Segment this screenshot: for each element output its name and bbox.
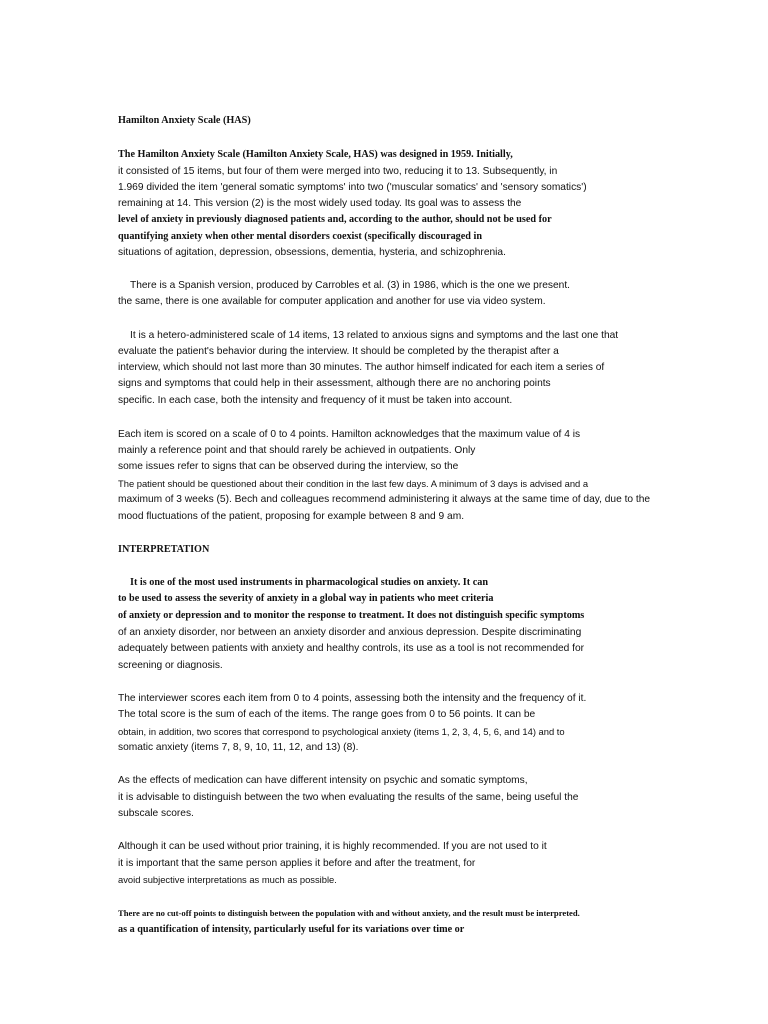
text-line: subscale scores. <box>118 808 194 819</box>
text-line: avoid subjective interpretations as much as possible. <box>118 874 337 885</box>
text-line: remaining at 14. This version (2) is the most widely used today. Its goal was to assess the <box>118 198 522 209</box>
text-line: There are no cut-off points to distinguish between the population with and without anxiety, and the result must be interpreted. <box>118 908 580 918</box>
text-line: to be used to assess the severity of anxiety in a global way in patients who meet criteria <box>118 593 494 604</box>
text-line: level of anxiety in previously diagnosed patients and, according to the author, should not be used for <box>118 214 552 225</box>
text-line: The interviewer scores each item from 0 to 4 points, assessing both the intensity and the frequency of it. <box>118 693 587 704</box>
text-line: The total score is the sum of each of the items. The range goes from 0 to 56 points. It can be <box>118 709 536 720</box>
text-line: signs and symptoms that could help in their assessment, although there are no anchoring points <box>118 378 551 389</box>
text-line: The Hamilton Anxiety Scale (Hamilton Anxiety Scale, HAS) was designed in 1959. Initially, <box>118 149 513 160</box>
text-line: interview, which should not last more than 30 minutes. The author himself indicated for each item a series of <box>118 362 605 373</box>
text-line: maximum of 3 weeks (5). Bech and colleagues recommend administering it always at the same time of day, due to the <box>118 494 651 505</box>
text-line: adequately between patients with anxiety and healthy controls, its use as a tool is not recommended for <box>118 643 585 654</box>
text-line: it consisted of 15 items, but four of them were merged into two, reducing it to 13. Subsequently, in <box>118 166 558 177</box>
text-line: situations of agitation, depression, obsessions, dementia, hysteria, and schizophrenia. <box>118 247 506 258</box>
text-line: evaluate the patient's behavior during the interview. It should be completed by the therapist after a <box>118 346 559 357</box>
text-line: As the effects of medication can have different intensity on psychic and somatic symptoms, <box>118 775 528 786</box>
text-line: There is a Spanish version, produced by Carrobles et al. (3) in 1986, which is the one we present. <box>130 280 570 291</box>
text-line: Although it can be used without prior training, it is highly recommended. If you are not used to it <box>118 841 547 852</box>
text-line: Each item is scored on a scale of 0 to 4 points. Hamilton acknowledges that the maximum value of 4 is <box>118 429 581 440</box>
text-line: mainly a reference point and that should rarely be achieved in outpatients. Only <box>118 445 476 456</box>
text-line: of an anxiety disorder, nor between an anxiety disorder and anxious depression. Despite discriminating <box>118 627 582 638</box>
text-line: 1.969 divided the item 'general somatic symptoms' into two ('muscular somatics' and 'sensory somatics') <box>118 182 587 193</box>
text-line: specific. In each case, both the intensity and frequency of it must be taken into account. <box>118 395 513 406</box>
document-title: Hamilton Anxiety Scale (HAS) <box>118 115 251 126</box>
text-line: the same, there is one available for computer application and another for use via video system. <box>118 296 546 307</box>
text-line: It is one of the most used instruments in pharmacological studies on anxiety. It can <box>130 577 488 588</box>
text-line: quantifying anxiety when other mental disorders coexist (specifically discouraged in <box>118 231 483 242</box>
text-line: somatic anxiety (items 7, 8, 9, 10, 11, 12, and 13) (8). <box>118 742 359 753</box>
text-line: mood fluctuations of the patient, proposing for example between 8 and 9 am. <box>118 511 465 522</box>
text-line: it is important that the same person applies it before and after the treatment, for <box>118 858 476 869</box>
interpretation-heading: INTERPRETATION <box>118 544 210 555</box>
text-line: as a quantification of intensity, particularly useful for its variations over time or <box>118 924 465 935</box>
text-line: it is advisable to distinguish between the two when evaluating the results of the same, being useful the <box>118 792 579 803</box>
text-line: It is a hetero-administered scale of 14 items, 13 related to anxious signs and symptoms and the last one that <box>130 330 619 341</box>
text-line: screening or diagnosis. <box>118 660 223 671</box>
text-line: some issues refer to signs that can be observed during the interview, so the <box>118 461 459 472</box>
text-line: obtain, in addition, two scores that correspond to psychological anxiety (items 1, 2, 3, 4, 5, 6, and 14) and to <box>118 726 565 737</box>
text-line: of anxiety or depression and to monitor the response to treatment. It does not distinguish specific symptoms <box>118 610 585 621</box>
text-line: The patient should be questioned about their condition in the last few days. A minimum of 3 days is advised and a <box>118 478 589 489</box>
